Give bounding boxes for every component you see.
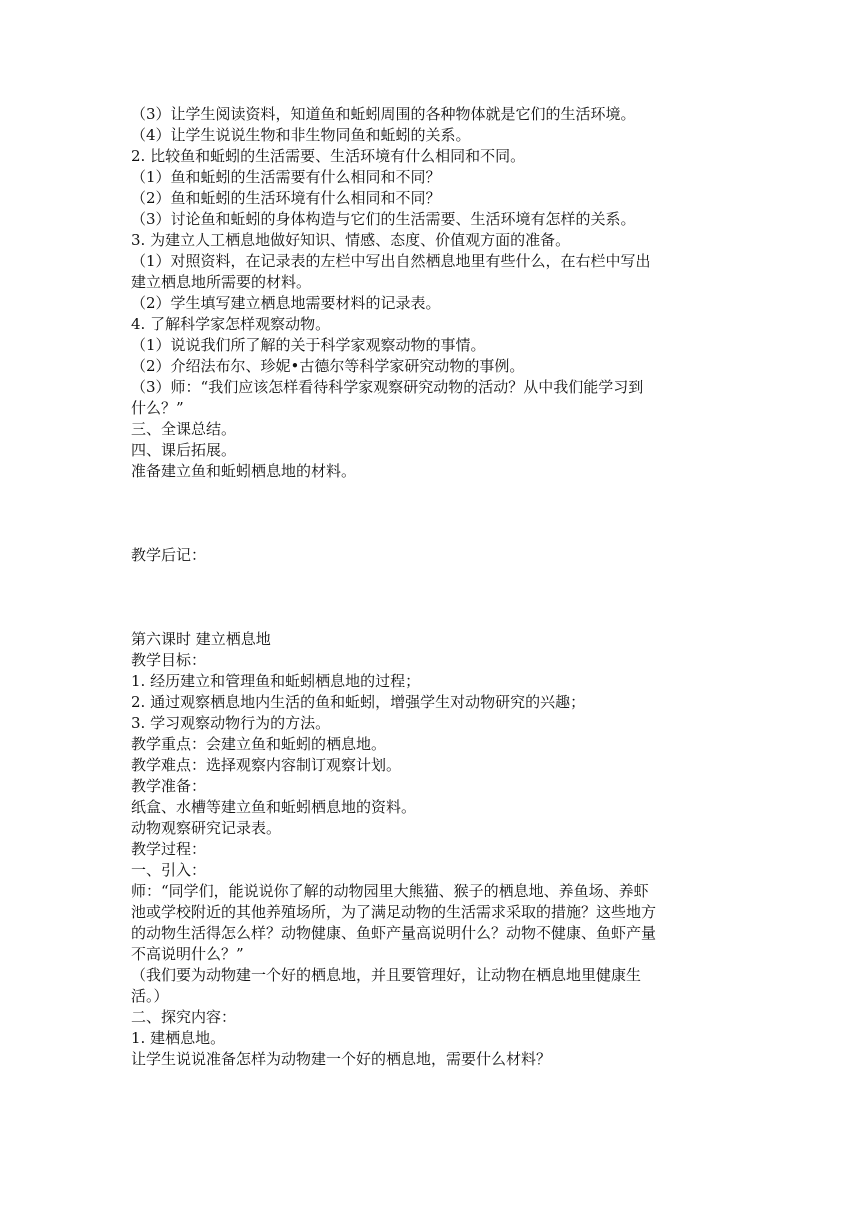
paragraph-line: （2）介绍法布尔、珍妮•古德尔等科学家研究动物的事例。 <box>131 357 525 375</box>
paragraph-line: 准备建立鱼和蚯蚓栖息地的材料。 <box>131 462 357 480</box>
paragraph-line: 什么？” <box>131 399 184 417</box>
heading-process: 教学过程： <box>131 840 207 858</box>
paragraph-line: 3. 学习观察动物行为的方法。 <box>131 714 331 732</box>
paragraph-line: 教学重点：会建立鱼和蚯蚓的栖息地。 <box>131 735 387 753</box>
paragraph-line: 让学生说说准备怎样为动物建一个好的栖息地，需要什么材料？ <box>131 1050 552 1068</box>
document-page <box>131 104 751 1070</box>
paragraph-line: 2. 比较鱼和蚯蚓的生活需要、生活环境有什么相同和不同。 <box>131 147 526 165</box>
paragraph-line: （3）讨论鱼和蚯蚓的身体构造与它们的生活需要、生活环境有怎样的关系。 <box>131 210 636 228</box>
paragraph-line: （2）鱼和蚯蚓的生活环境有什么相同和不同？ <box>131 189 441 207</box>
paragraph-line: 不高说明什么？” <box>131 945 244 963</box>
paragraph-line: 四、课后拓展。 <box>131 441 237 459</box>
heading-preparation: 教学准备： <box>131 777 207 795</box>
paragraph-line: 动物观察研究记录表。 <box>131 819 282 837</box>
postscript-label: 教学后记： <box>131 546 207 564</box>
paragraph-line: 二、探究内容： <box>131 1008 237 1026</box>
paragraph-line: 1. 建栖息地。 <box>131 1029 226 1047</box>
heading-objectives: 教学目标： <box>131 651 207 669</box>
paragraph-line: （3）让学生阅读资料，知道鱼和蚯蚓周围的各种物体就是它们的生活环境。 <box>131 105 636 123</box>
paragraph-line: 教学难点：选择观察内容制订观察计划。 <box>131 756 402 774</box>
paragraph-line: （1）说说我们所了解的关于科学家观察动物的事情。 <box>131 336 486 354</box>
paragraph-line: （我们要为动物建一个好的栖息地，并且要管理好，让动物在栖息地里健康生 <box>131 966 642 984</box>
paragraph-line: （3）师：“我们应该怎样看待科学家观察研究动物的活动？从中我们能学习到 <box>131 378 644 396</box>
paragraph-line: 池或学校附近的其他养殖场所，为了满足动物的生活需求采取的措施？这些地方 <box>131 903 657 921</box>
paragraph-line: 1. 经历建立和管理鱼和蚯蚓栖息地的过程； <box>131 672 421 690</box>
paragraph-line: （2）学生填写建立栖息地需要材料的记录表。 <box>131 294 441 312</box>
paragraph-line: （1）鱼和蚯蚓的生活需要有什么相同和不同？ <box>131 168 441 186</box>
paragraph-line: 一、引入： <box>131 861 207 879</box>
spacer <box>131 566 751 629</box>
paragraph-line: 三、全课总结。 <box>131 420 237 438</box>
paragraph-line: 活。） <box>131 987 169 1005</box>
paragraph-line: 4. 了解科学家怎样观察动物。 <box>131 315 331 333</box>
spacer <box>131 482 751 545</box>
paragraph-line: 2. 通过观察栖息地内生活的鱼和蚯蚓，增强学生对动物研究的兴趣； <box>131 693 586 711</box>
paragraph-line: （4）让学生说说生物和非生物同鱼和蚯蚓的关系。 <box>131 126 471 144</box>
paragraph-line: （1）对照资料，在记录表的左栏中写出自然栖息地里有些什么，在右栏中写出 <box>131 252 651 270</box>
paragraph-line: 师：“同学们，能说说你了解的动物园里大熊猫、猴子的栖息地、养鱼场、养虾 <box>131 882 649 900</box>
paragraph-line: 的动物生活得怎么样？动物健康、鱼虾产量高说明什么？动物不健康、鱼虾产量 <box>131 924 657 942</box>
lesson-title: 第六课时 建立栖息地 <box>131 630 271 648</box>
paragraph-line: 纸盒、水槽等建立鱼和蚯蚓栖息地的资料。 <box>131 798 417 816</box>
paragraph-line: 3. 为建立人工栖息地做好知识、情感、态度、价值观方面的准备。 <box>131 231 571 249</box>
paragraph-line: 建立栖息地所需要的材料。 <box>131 273 312 291</box>
